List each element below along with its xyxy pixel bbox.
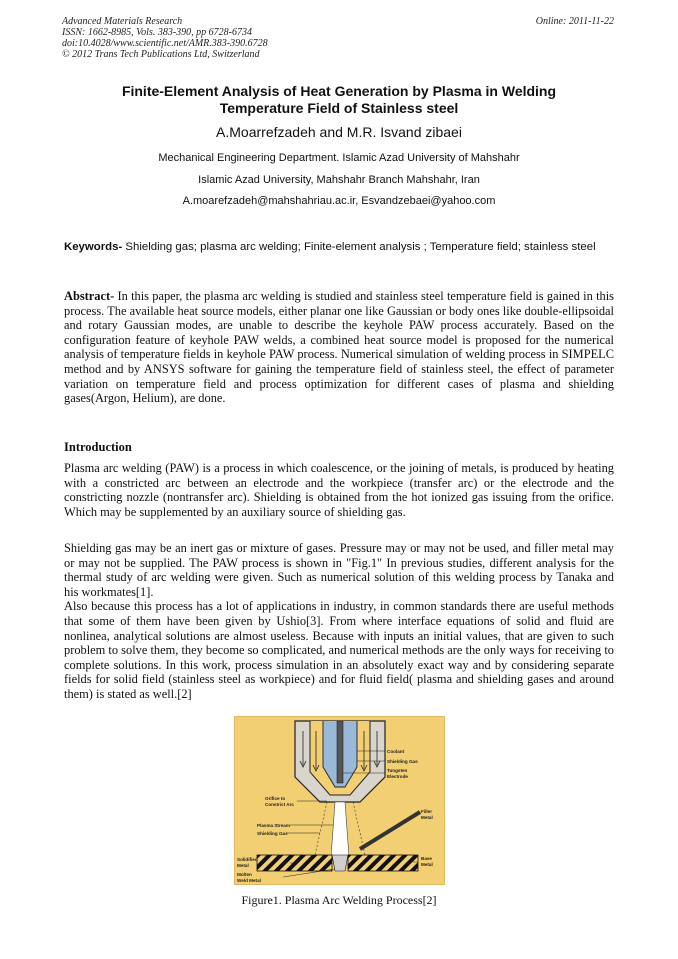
intro-paragraph-1-text: Plasma arc welding (PAW) is a process in which coalescence, or the joining of metals, is produced by heating with a constricted arc between an electrode and the workpiece (transfer arc) or the electrode and the constricting nozzle (nontransfer arc). Shielding is obtained from the hot ionized gas issuing from the orifice. Which may be supplemented by an auxiliary source of shielding gas. [64, 461, 614, 519]
label-coolant: Coolant [387, 749, 405, 754]
figure-caption: Figure1. Plasma Arc Welding Process[2] [241, 893, 437, 907]
filler-rod [360, 812, 420, 849]
label-shielding-gas-top: Shielding Gas [387, 759, 418, 764]
label-solidified-line-2: Metal [237, 863, 249, 868]
label-base-line-2: Metal [421, 862, 433, 867]
label-orifice-line-2: Constrict Arc [265, 802, 294, 807]
label-base-line-1: Base [421, 856, 432, 861]
introduction-heading: Introduction [64, 440, 132, 454]
plasma-arc-welding-figure [234, 716, 445, 885]
label-electrode: Electrode [387, 774, 408, 779]
journal-name: Advanced Materials Research [62, 16, 183, 27]
welding-torch-diagram [235, 717, 444, 884]
paper-title-line-1: Finite-Element Analysis of Heat Generation by Plasma in Welding [121, 83, 557, 99]
intro-paragraph-1 [64, 461, 614, 519]
keywords [64, 240, 614, 254]
base-metal [348, 855, 418, 871]
paper-title-line-2: Temperature Field of Stainless steel [219, 100, 459, 116]
label-molten-line-2: Weld Metal [237, 878, 261, 883]
keywords-text: Shielding gas; plasma arc welding; Finite-element analysis ; Temperature field; stainless steel [122, 241, 596, 253]
affiliation-department: Mechanical Engineering Department. Islamic Azad University of Mahshahr [158, 152, 520, 164]
label-solidified-line-1: Solidified [237, 857, 258, 862]
journal-copyright: © 2012 Trans Tech Publications Ltd, Switzerland [62, 49, 260, 60]
author-emails: A.moarefzadeh@mahshahriau.ac.ir, Esvandzebaei@yahoo.com [182, 195, 496, 207]
intro-paragraph-2-text: Shielding gas may be an inert gas or mixture of gases. Pressure may or may not be used, and filler metal may or may not be supplied. The PAW process is shown in "Fig.1" In previous studies, different analysis for the thermal study of arc welding were given. Such as numerical solution of this welding process by Tanaka and his workmates[1]. [64, 541, 614, 599]
authors: A.Moarrefzadeh and M.R. Isvand zibaei [216, 124, 462, 140]
abstract-text: In this paper, the plasma arc welding is studied and stainless steel temperature field is gained in this process. The available heat source models, either planar one like Gaussian or body ones like double-ellipsoidal and rotary Gaussian modes, are unable to describe the keyhole PAW process accurately. Based on the configuration feature of keyhole PAW welds, a combined heat source model is proposed for the numerical analysis of temperature fields in keyhole PAW process. Numerical simulation of welding process in SIMPELC method and by ANSYS software for gaining the temperature field of stainless steel, the effect of parameter variation on temperature field and process optimization for different cases of plasma and shielding gases(Argon, Helium), are done. [64, 289, 614, 406]
label-filler-line-2: Metal [421, 815, 433, 820]
journal-doi: doi:10.4028/www.scientific.net/AMR.383-390.6728 [62, 38, 268, 49]
molten-weld-pool [332, 855, 348, 871]
affiliation-university: Islamic Azad University, Mahshahr Branch Mahshahr, Iran [198, 174, 480, 186]
label-molten-line-1: Molten [237, 872, 252, 877]
label-filler-line-1: Filler [421, 809, 432, 814]
label-orifice-line-1: Orifice to [265, 796, 286, 801]
intro-paragraph-3-text: Also because this process has a lot of applications in industry, in common standards there are useful methods that some of them have been given by Ushio[3]. From where interface equations of solid and fluid are nonlinea, analytical solutions are almost useless. Because with inputs an initial values, that are given to such problem to solve them, they become so complicated, and numerical methods are the only ways for receiving to complete solutions. In this work, process simulation in an absolutely exact way and by considering separate fields for solid field (stainless steel as workpiece) and for fluid field( plasma and shielding gases and around them) is stated as well.[2] [64, 599, 614, 701]
online-date: Online: 2011-11-22 [535, 16, 614, 27]
tungsten-electrode [337, 721, 343, 783]
intro-paragraph-2 [64, 541, 614, 702]
journal-issn: ISSN: 1662-8985, Vols. 383-390, pp 6728-6734 [62, 27, 252, 38]
label-plasma-stream: Plasma Stream [257, 823, 290, 828]
abstract-label: Abstract- [64, 289, 115, 303]
keywords-label: Keywords- [64, 241, 123, 253]
paper-title [62, 83, 616, 117]
journal-header [62, 16, 268, 60]
label-shielding-gas-left: Shielding Gas [257, 831, 288, 836]
label-tungsten: Tungsten [387, 768, 408, 773]
abstract [64, 289, 614, 406]
plasma-stream [331, 802, 349, 857]
